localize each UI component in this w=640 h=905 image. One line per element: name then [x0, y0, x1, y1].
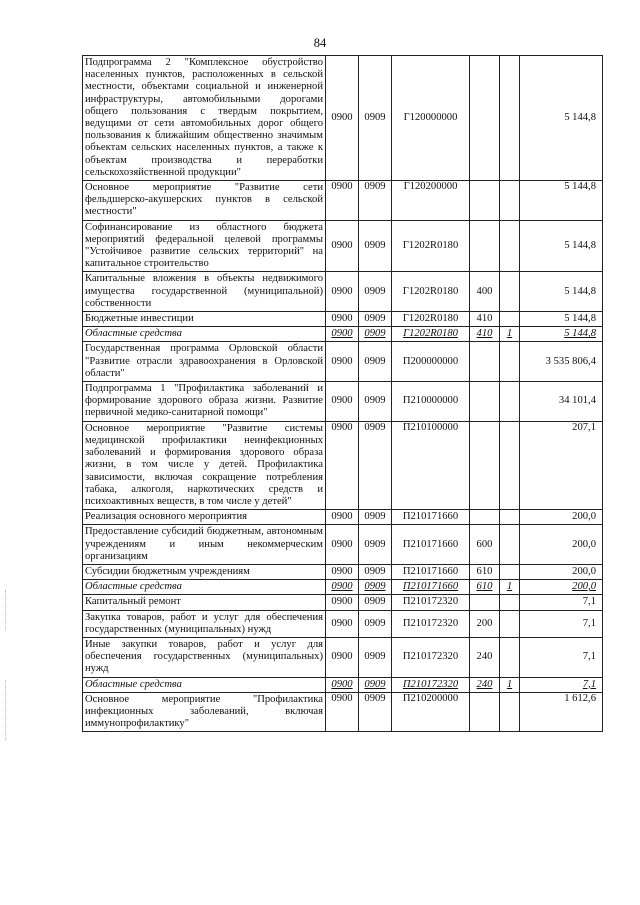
row-funding-source	[500, 510, 520, 525]
row-description: Государственная программа Орловской области "Развитие отрасли здравоохранения в Орловской области"	[83, 342, 326, 382]
row-expense-type-code: 610	[470, 564, 500, 579]
row-description: Областные средства	[83, 580, 326, 595]
row-amount: 3 535 806,4	[520, 342, 603, 382]
row-target-article-code: П210000000	[392, 382, 470, 422]
row-expense-type-code	[470, 595, 500, 610]
row-amount: 34 101,4	[520, 382, 603, 422]
table-row	[83, 272, 603, 312]
table-row	[83, 610, 603, 637]
row-section-code: 0900	[326, 510, 359, 525]
row-funding-source: 1	[500, 580, 520, 595]
row-subsection-code: 0909	[359, 272, 392, 312]
row-description: Основное мероприятие "Развитие сети фельдшерско-акушерских пунктов в сельской местности"	[83, 181, 326, 221]
row-subsection-code: 0909	[359, 595, 392, 610]
row-amount: 5 144,8	[520, 312, 603, 327]
row-expense-type-code	[470, 342, 500, 382]
row-subsection-code: 0909	[359, 421, 392, 509]
row-subsection-code: 0909	[359, 56, 392, 181]
row-subsection-code: 0909	[359, 181, 392, 221]
row-target-article-code: П210172320	[392, 610, 470, 637]
row-section-code: 0900	[326, 272, 359, 312]
row-funding-source: 1	[500, 327, 520, 342]
table-row	[83, 564, 603, 579]
row-amount: 7,1	[520, 595, 603, 610]
row-amount: 7,1	[520, 677, 603, 692]
row-expense-type-code	[470, 220, 500, 272]
row-subsection-code: 0909	[359, 525, 392, 565]
row-description: Подпрограмма 2 "Комплексное обустройство населенных пунктов, расположенных в сельской местности, объектами социальной и инженерной инфраструктуры, автомобильными дорогами общего пользования с твердым покрытием, ведущими от сети автомобильных дорог общего пользования к ближайшим общественно значимым объектам сельских населенных пунктов, а также к объектам производства и переработки сельскохозяйственной продукции"	[83, 56, 326, 181]
row-subsection-code: 0909	[359, 220, 392, 272]
row-section-code: 0900	[326, 692, 359, 732]
table-row	[83, 421, 603, 509]
row-section-code: 0900	[326, 382, 359, 422]
row-target-article-code: Г120200000	[392, 181, 470, 221]
table-row	[83, 327, 603, 342]
row-subsection-code: 0909	[359, 580, 392, 595]
row-amount: 7,1	[520, 637, 603, 677]
row-target-article-code: П210171660	[392, 510, 470, 525]
row-description: Капитальный ремонт	[83, 595, 326, 610]
row-funding-source	[500, 181, 520, 221]
row-target-article-code: П210172320	[392, 677, 470, 692]
row-expense-type-code: 600	[470, 525, 500, 565]
row-section-code: 0900	[326, 327, 359, 342]
row-target-article-code: П210200000	[392, 692, 470, 732]
row-funding-source	[500, 342, 520, 382]
row-description: Бюджетные инвестиции	[83, 312, 326, 327]
row-expense-type-code: 410	[470, 312, 500, 327]
scan-margin-mark	[5, 680, 7, 740]
row-expense-type-code	[470, 421, 500, 509]
row-description: Предоставление субсидий бюджетным, автономным учреждениям и иным некоммерческим организациям	[83, 525, 326, 565]
row-description: Основное мероприятие "Развитие системы медицинской профилактики неинфекционных заболеваний и формирования здорового образа жизни, в том числе у детей. Профилактика зависимости, включая сокращение потребления табака, алкоголя, наркотических средств и психоактивных веществ, в том числе у детей"	[83, 421, 326, 509]
row-target-article-code: П210172320	[392, 637, 470, 677]
row-description: Основное мероприятие "Профилактика инфекционных заболеваний, включая иммунопрофилактику"	[83, 692, 326, 732]
row-section-code: 0900	[326, 421, 359, 509]
row-funding-source	[500, 610, 520, 637]
row-funding-source	[500, 692, 520, 732]
row-expense-type-code: 200	[470, 610, 500, 637]
row-expense-type-code	[470, 181, 500, 221]
table-row	[83, 677, 603, 692]
row-amount: 200,0	[520, 525, 603, 565]
row-subsection-code: 0909	[359, 382, 392, 422]
row-amount: 207,1	[520, 421, 603, 509]
row-target-article-code: Г120000000	[392, 56, 470, 181]
table-row	[83, 181, 603, 221]
budget-table	[82, 55, 603, 732]
row-section-code: 0900	[326, 580, 359, 595]
row-funding-source	[500, 595, 520, 610]
row-section-code: 0900	[326, 525, 359, 565]
row-expense-type-code	[470, 382, 500, 422]
row-subsection-code: 0909	[359, 564, 392, 579]
row-subsection-code: 0909	[359, 610, 392, 637]
row-expense-type-code: 240	[470, 677, 500, 692]
row-description: Реализация основного мероприятия	[83, 510, 326, 525]
row-subsection-code: 0909	[359, 637, 392, 677]
table-row	[83, 56, 603, 181]
table-row	[83, 342, 603, 382]
row-section-code: 0900	[326, 564, 359, 579]
row-target-article-code: П210100000	[392, 421, 470, 509]
row-target-article-code: Г1202R0180	[392, 272, 470, 312]
row-description: Софинансирование из областного бюджета мероприятий федеральной целевой программы "Устойчивое развитие сельских территорий" на капитальное строительство	[83, 220, 326, 272]
scan-margin-mark	[5, 590, 7, 630]
row-section-code: 0900	[326, 56, 359, 181]
row-description: Подпрограмма 1 "Профилактика заболеваний и формирование здорового образа жизни. Развитие первичной медико-санитарной помощи"	[83, 382, 326, 422]
row-section-code: 0900	[326, 677, 359, 692]
row-expense-type-code: 400	[470, 272, 500, 312]
table-row	[83, 220, 603, 272]
row-subsection-code: 0909	[359, 692, 392, 732]
row-expense-type-code	[470, 692, 500, 732]
row-funding-source	[500, 421, 520, 509]
row-amount: 1 612,6	[520, 692, 603, 732]
row-subsection-code: 0909	[359, 327, 392, 342]
row-description: Областные средства	[83, 327, 326, 342]
row-funding-source	[500, 382, 520, 422]
row-description: Закупка товаров, работ и услуг для обеспечения государственных (муниципальных) нужд	[83, 610, 326, 637]
row-section-code: 0900	[326, 595, 359, 610]
page-number: 84	[313, 36, 327, 50]
row-amount: 5 144,8	[520, 181, 603, 221]
row-subsection-code: 0909	[359, 677, 392, 692]
row-expense-type-code	[470, 510, 500, 525]
row-amount: 5 144,8	[520, 327, 603, 342]
table-row	[83, 510, 603, 525]
row-section-code: 0900	[326, 637, 359, 677]
row-amount: 5 144,8	[520, 220, 603, 272]
row-expense-type-code: 240	[470, 637, 500, 677]
table-row	[83, 692, 603, 732]
row-section-code: 0900	[326, 342, 359, 382]
row-description: Областные средства	[83, 677, 326, 692]
row-target-article-code: Г1202R0180	[392, 312, 470, 327]
table-row	[83, 312, 603, 327]
row-description: Субсидии бюджетным учреждениям	[83, 564, 326, 579]
table-row	[83, 595, 603, 610]
table-row	[83, 382, 603, 422]
row-funding-source	[500, 637, 520, 677]
row-target-article-code: П210172320	[392, 595, 470, 610]
row-amount: 200,0	[520, 510, 603, 525]
row-expense-type-code	[470, 56, 500, 181]
table-row	[83, 525, 603, 565]
table-row	[83, 637, 603, 677]
row-expense-type-code: 610	[470, 580, 500, 595]
row-subsection-code: 0909	[359, 510, 392, 525]
row-funding-source	[500, 56, 520, 181]
row-target-article-code: П210171660	[392, 564, 470, 579]
row-expense-type-code: 410	[470, 327, 500, 342]
row-section-code: 0900	[326, 220, 359, 272]
row-subsection-code: 0909	[359, 342, 392, 382]
row-target-article-code: П210171660	[392, 580, 470, 595]
row-amount: 200,0	[520, 564, 603, 579]
row-amount: 5 144,8	[520, 56, 603, 181]
row-section-code: 0900	[326, 312, 359, 327]
row-funding-source	[500, 312, 520, 327]
row-target-article-code: Г1202R0180	[392, 220, 470, 272]
row-funding-source	[500, 525, 520, 565]
row-amount: 7,1	[520, 610, 603, 637]
table-row	[83, 580, 603, 595]
row-funding-source	[500, 220, 520, 272]
row-funding-source	[500, 564, 520, 579]
row-section-code: 0900	[326, 610, 359, 637]
row-amount: 5 144,8	[520, 272, 603, 312]
row-target-article-code: П210171660	[392, 525, 470, 565]
row-funding-source	[500, 272, 520, 312]
row-section-code: 0900	[326, 181, 359, 221]
row-description: Капитальные вложения в объекты недвижимого имущества государственной (муниципальной) собственности	[83, 272, 326, 312]
row-description: Иные закупки товаров, работ и услуг для обеспечения государственных (муниципальных) нужд	[83, 637, 326, 677]
row-amount: 200,0	[520, 580, 603, 595]
row-target-article-code: П200000000	[392, 342, 470, 382]
row-funding-source: 1	[500, 677, 520, 692]
row-subsection-code: 0909	[359, 312, 392, 327]
row-target-article-code: Г1202R0180	[392, 327, 470, 342]
